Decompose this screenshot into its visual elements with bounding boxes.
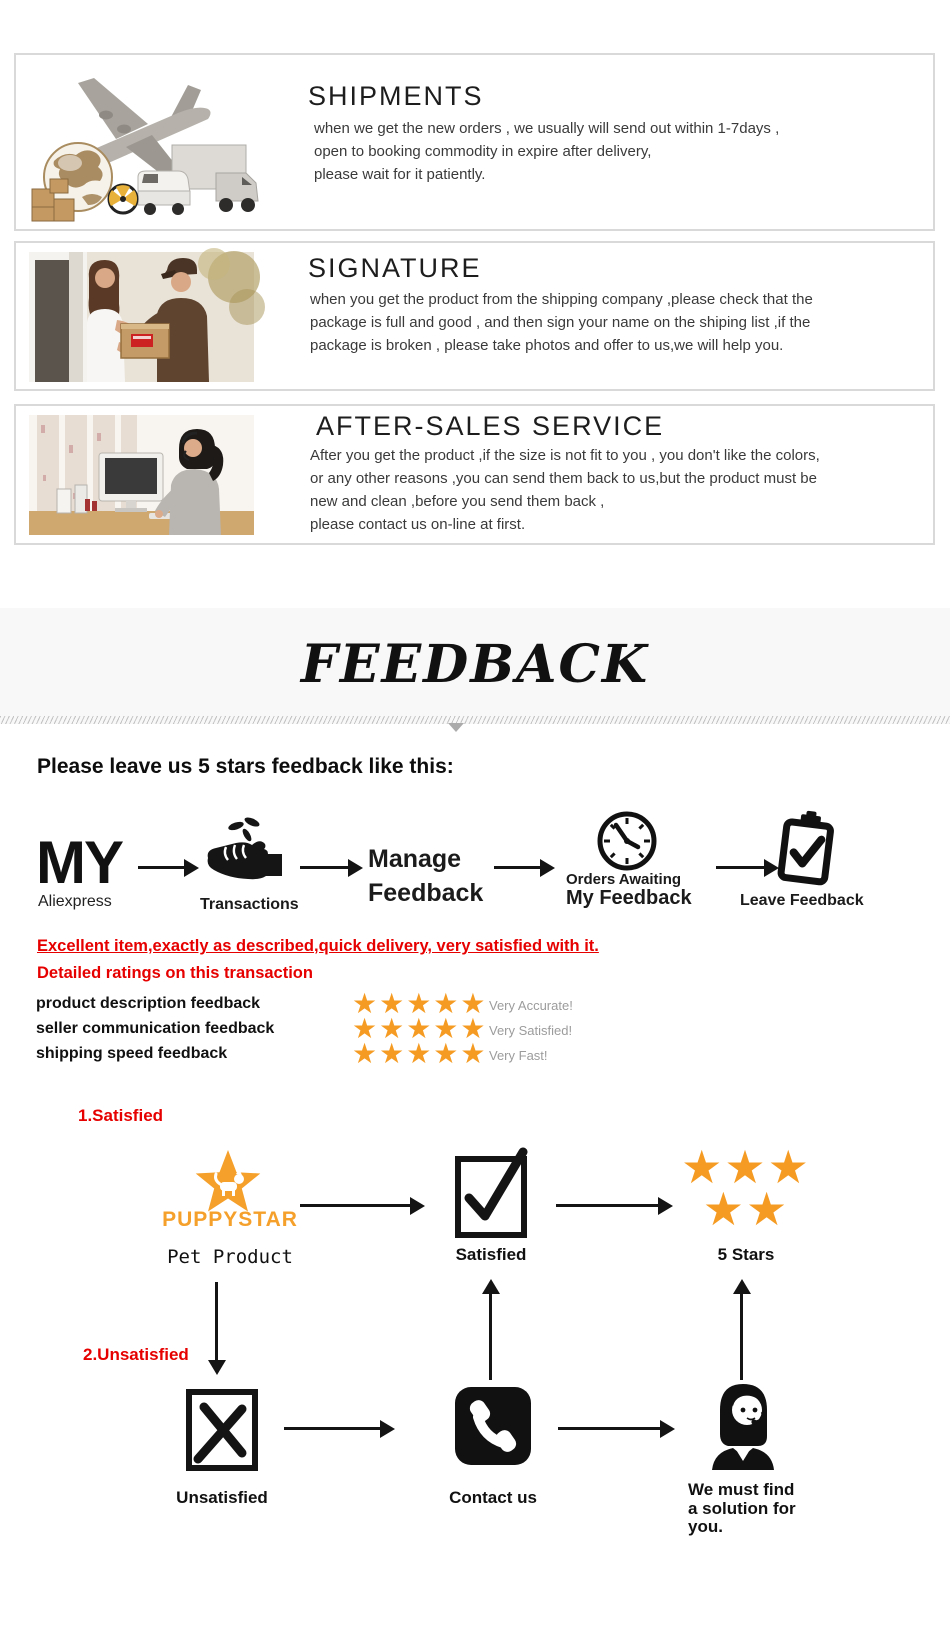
- chevron-down-icon: [448, 723, 464, 732]
- signature-text-line: package is broken , please take photos and offer to us,we will help you.: [310, 337, 784, 354]
- five-stars-cluster-icon: ★★★ ★★: [681, 1141, 811, 1235]
- transactions-label: Transactions: [200, 896, 299, 913]
- rating-label: product description feedback: [36, 995, 261, 1012]
- arrow-right-icon: [558, 1427, 662, 1430]
- five-star-icons: ★★★★★: [352, 1013, 488, 1044]
- section-title-after-sales: AFTER-SALES SERVICE: [316, 411, 665, 441]
- hatched-divider: [0, 716, 950, 724]
- satisfied-node-label: Satisfied: [455, 1245, 527, 1264]
- unsatisfied-branch-label: 2.Unsatisfied: [83, 1345, 189, 1364]
- delivery-illustration: [29, 252, 254, 382]
- hand-coins-icon: [200, 814, 284, 888]
- review-example-text: Excellent item,exactly as described,quick delivery, very satisfied with it.: [37, 937, 599, 955]
- after-sales-text-line: After you get the product ,if the size is not fit to you , you don't like the colors,: [310, 447, 820, 464]
- brand-name: PUPPYSTAR: [162, 1208, 298, 1231]
- brand-product-label: Pet Product: [167, 1246, 293, 1268]
- shipping-illustration: [20, 61, 262, 223]
- section-title-shipments: SHIPMENTS: [308, 81, 484, 111]
- clock-icon: [596, 810, 658, 872]
- support-agent-icon: [702, 1378, 784, 1470]
- clipboard-check-icon: [775, 812, 839, 888]
- rating-comment: Very Fast!: [489, 1048, 548, 1063]
- phone-icon: [455, 1387, 531, 1465]
- arrow-right-icon: [300, 1204, 412, 1207]
- after-sales-text-line: please contact us on-line at first.: [310, 516, 526, 533]
- arrow-down-icon: [215, 1282, 218, 1362]
- manage-feedback-label: Manage Feedback: [368, 845, 484, 907]
- arrow-right-icon: [284, 1427, 382, 1430]
- shipments-section: [14, 53, 935, 231]
- airplane-truck-globe-icon: [20, 61, 262, 223]
- arrow-right-icon: [300, 866, 350, 869]
- detailed-ratings-title: Detailed ratings on this transaction: [37, 964, 313, 982]
- five-star-icons: ★★★★★: [352, 1038, 488, 1069]
- unsatisfied-node-label: Unsatisfied: [176, 1488, 268, 1507]
- arrow-right-icon: [138, 866, 186, 869]
- satisfied-branch-label: 1.Satisfied: [78, 1106, 164, 1125]
- rating-comment: Very Satisfied!: [489, 1023, 573, 1038]
- signature-text-line: package is full and good , and then sign your name on the shiping list ,if the: [310, 314, 811, 331]
- leave-feedback-label: Leave Feedback: [740, 892, 864, 909]
- rating-label: seller communication feedback: [36, 1020, 275, 1037]
- five-stars-node-label: 5 Stars: [717, 1245, 775, 1264]
- five-star-icons: ★★★★★: [352, 988, 488, 1019]
- shipments-text-line: when we get the new orders , we usually will send out within 1-7days ,: [314, 120, 780, 137]
- arrow-right-icon: [494, 866, 542, 869]
- my-aliexpress-wordmark: MY: [36, 829, 122, 896]
- support-desk-icon: [29, 415, 254, 535]
- signature-section: [14, 241, 935, 391]
- after-sales-section: [14, 404, 935, 545]
- checkbox-checked-icon: [455, 1156, 527, 1238]
- arrow-up-icon: [489, 1292, 492, 1380]
- orders-awaiting-label: Orders Awaiting: [566, 871, 682, 888]
- delivery-handoff-icon: [29, 252, 254, 382]
- shipments-text-line: open to booking commodity in expire after delivery,: [314, 143, 652, 160]
- rating-comment: Very Accurate!: [489, 998, 573, 1013]
- feedback-heading: Please leave us 5 stars feedback like this:: [37, 755, 454, 778]
- section-title-signature: SIGNATURE: [308, 253, 482, 283]
- checkbox-cross-icon: [186, 1389, 258, 1471]
- signature-text-line: when you get the product from the shipping company ,please check that the: [310, 291, 813, 308]
- arrow-right-icon: [716, 866, 766, 869]
- rating-row: [36, 1038, 736, 1070]
- my-feedback-label: My Feedback: [566, 887, 692, 909]
- after-sales-text-line: or any other reasons ,you can send them back to us,but the product must be: [310, 470, 817, 487]
- customer-service-illustration: [29, 415, 254, 535]
- arrow-right-icon: [556, 1204, 660, 1207]
- solution-node-label: We must find a solution for you.: [688, 1480, 796, 1536]
- shipments-text-line: please wait for it patiently.: [314, 166, 486, 183]
- arrow-up-icon: [740, 1292, 743, 1380]
- rating-label: shipping speed feedback: [36, 1045, 228, 1062]
- feedback-banner-title: FEEDBACK: [300, 634, 650, 695]
- after-sales-text-line: new and clean ,before you send them back ,: [310, 493, 605, 510]
- contact-us-node-label: Contact us: [449, 1488, 537, 1507]
- feedback-banner: [0, 608, 950, 724]
- aliexpress-label: Aliexpress: [38, 893, 112, 910]
